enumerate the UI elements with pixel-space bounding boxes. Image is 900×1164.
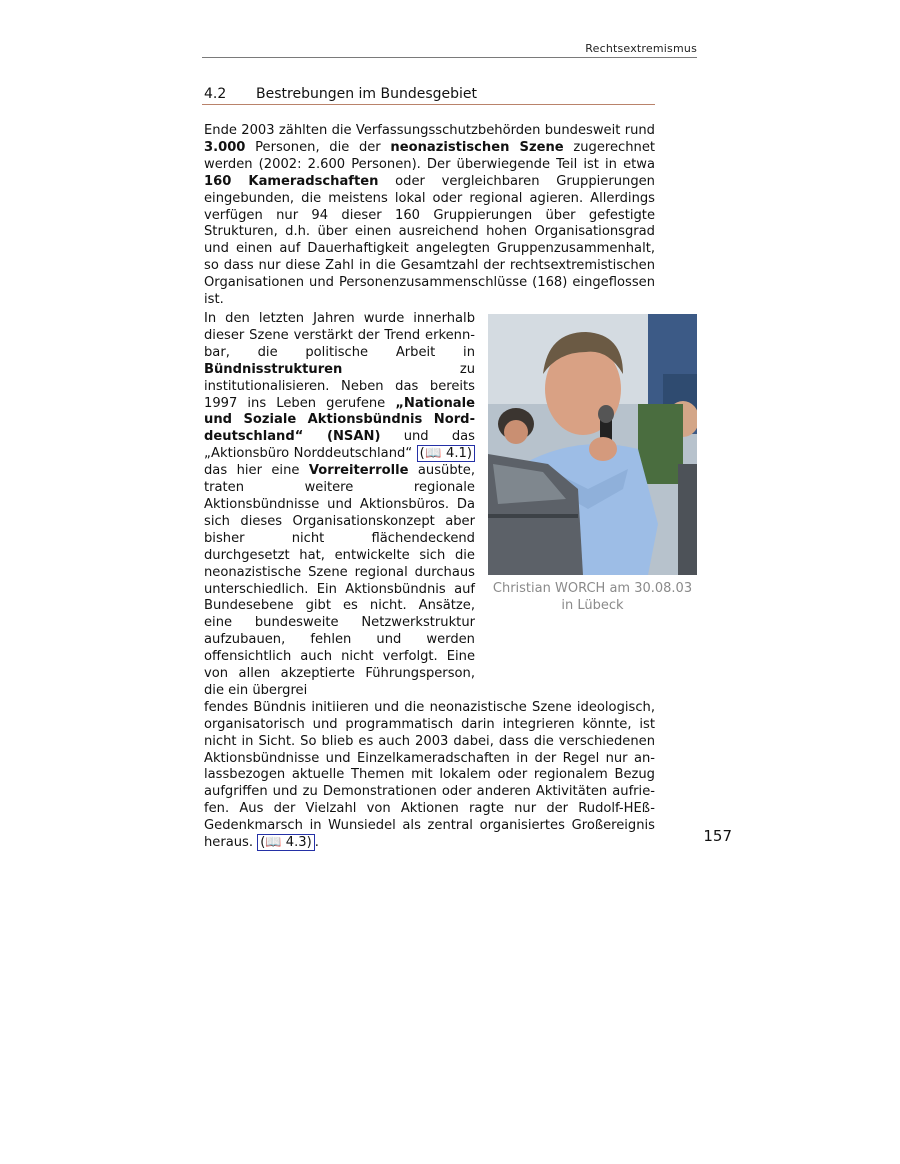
text-run: oder vergleichbaren Gruppierungen eingebunden, die meistens lokal oder regional agieren. Allerdings verfügen nur 94 dieser 160 Gruppierungen über gefestigte Strukturen, d.h. über einen ausreichend hohen Organisationsgrad und einen auf Dauerhaftigkeit angelegten Gruppenzusammenhalt, so dass nur diese Zahl in die Gesamtzahl der rechtsextremistischen Organisationen und Personenzusammenschlüsse (168) eingeflossen ist.: [204, 173, 655, 308]
paragraph-2-wrapped-column: [204, 311, 475, 700]
cross-reference-link[interactable]: (📖 4.1): [417, 445, 475, 462]
text-run: Ende 2003 zählten die Verfassungsschutzbehörden bundesweit rund: [204, 123, 655, 138]
text-run: das hier eine: [204, 463, 309, 479]
section-title: Bestrebungen im Bundesgebiet: [256, 86, 478, 102]
section-heading: [204, 86, 655, 102]
page-number: 157: [703, 827, 732, 845]
text-run: fendes Bündnis initiieren und die neonazistische Szene ideologisch, organisatorisch und programmatisch darin integrieren könnte, ist nicht in Sicht. So blieb es auch 2003 dabei, dass die verschiedenen Aktionsbündnisse und Einzelkameradschaften in der Regel nur anlassbezogen aktuelle Themen mit lokalem oder regionalem Bezug aufgriffen und zu Demonstrationen oder anderen Aktivitäten aufriefen. Aus der Vielzahl von Aktionen ragte nur der Rudolf-HEß-Gedenkmarsch in Wunsiedel als zentral organisiertes Großereignis heraus.: [204, 699, 655, 851]
bold-run: neonazistischen Szene: [390, 139, 564, 155]
text-run: .: [314, 835, 319, 851]
header-rule: [202, 57, 697, 58]
bold-run: 3.000: [204, 139, 246, 155]
bold-run: 160 Kameradschaften: [204, 173, 379, 189]
running-header: Rechtsextremismus: [585, 42, 697, 55]
bold-run: Vorreiterrolle: [308, 463, 409, 479]
cross-reference-link[interactable]: (📖 4.3): [257, 834, 315, 851]
photo-image: [488, 314, 697, 575]
paragraph-1: [204, 123, 655, 309]
section-number: 4.2: [204, 86, 227, 102]
text-run: In den letzten Jahren wurde innerhalb dieser Szene verstärkt der Trend erkennbar, die politische Arbeit in: [204, 311, 475, 360]
text-run: zu institutionalisieren. Neben das bereits 1997 ins Leben gerufene: [204, 361, 475, 411]
photo-caption: Christian WORCH am 30.08.03 in Lübeck: [492, 581, 693, 613]
text-run: ausübte, traten weitere regionale Aktionsbündnisse und Aktionsbüros. Da sich dieses Organisationskonzept aber bisher nicht flächendeckend durchgesetzt hat, entwickelte sich die neonazistische Szene regional durchaus unterschiedlich. Ein Aktionsbündnis auf Bundesebene gibt es nicht. Ansätze, eine bundesweite Netzwerkstruktur aufzubauen, fehlen und werden offensichtlich auch nicht verfolgt. Eine von allen akzeptierte Führungsperson, die ein übergrei: [204, 463, 475, 698]
heading-rule: [202, 104, 655, 105]
text-run: und das „Aktionsbüro Norddeutschland“: [204, 429, 476, 462]
paragraph-2-full-width: [204, 700, 655, 852]
bold-run: Bündnisstrukturen: [204, 361, 343, 377]
text-run: zugerechnet werden (2002: 2.600 Personen). Der überwiegende Teil ist in etwa: [204, 139, 656, 172]
bold-run: „Nationale und Soziale Aktionsbündnis Norddeutschland“ (NSAN): [204, 395, 475, 445]
text-run: Personen, die der: [245, 139, 391, 155]
photo-christian-worch: [488, 314, 697, 575]
